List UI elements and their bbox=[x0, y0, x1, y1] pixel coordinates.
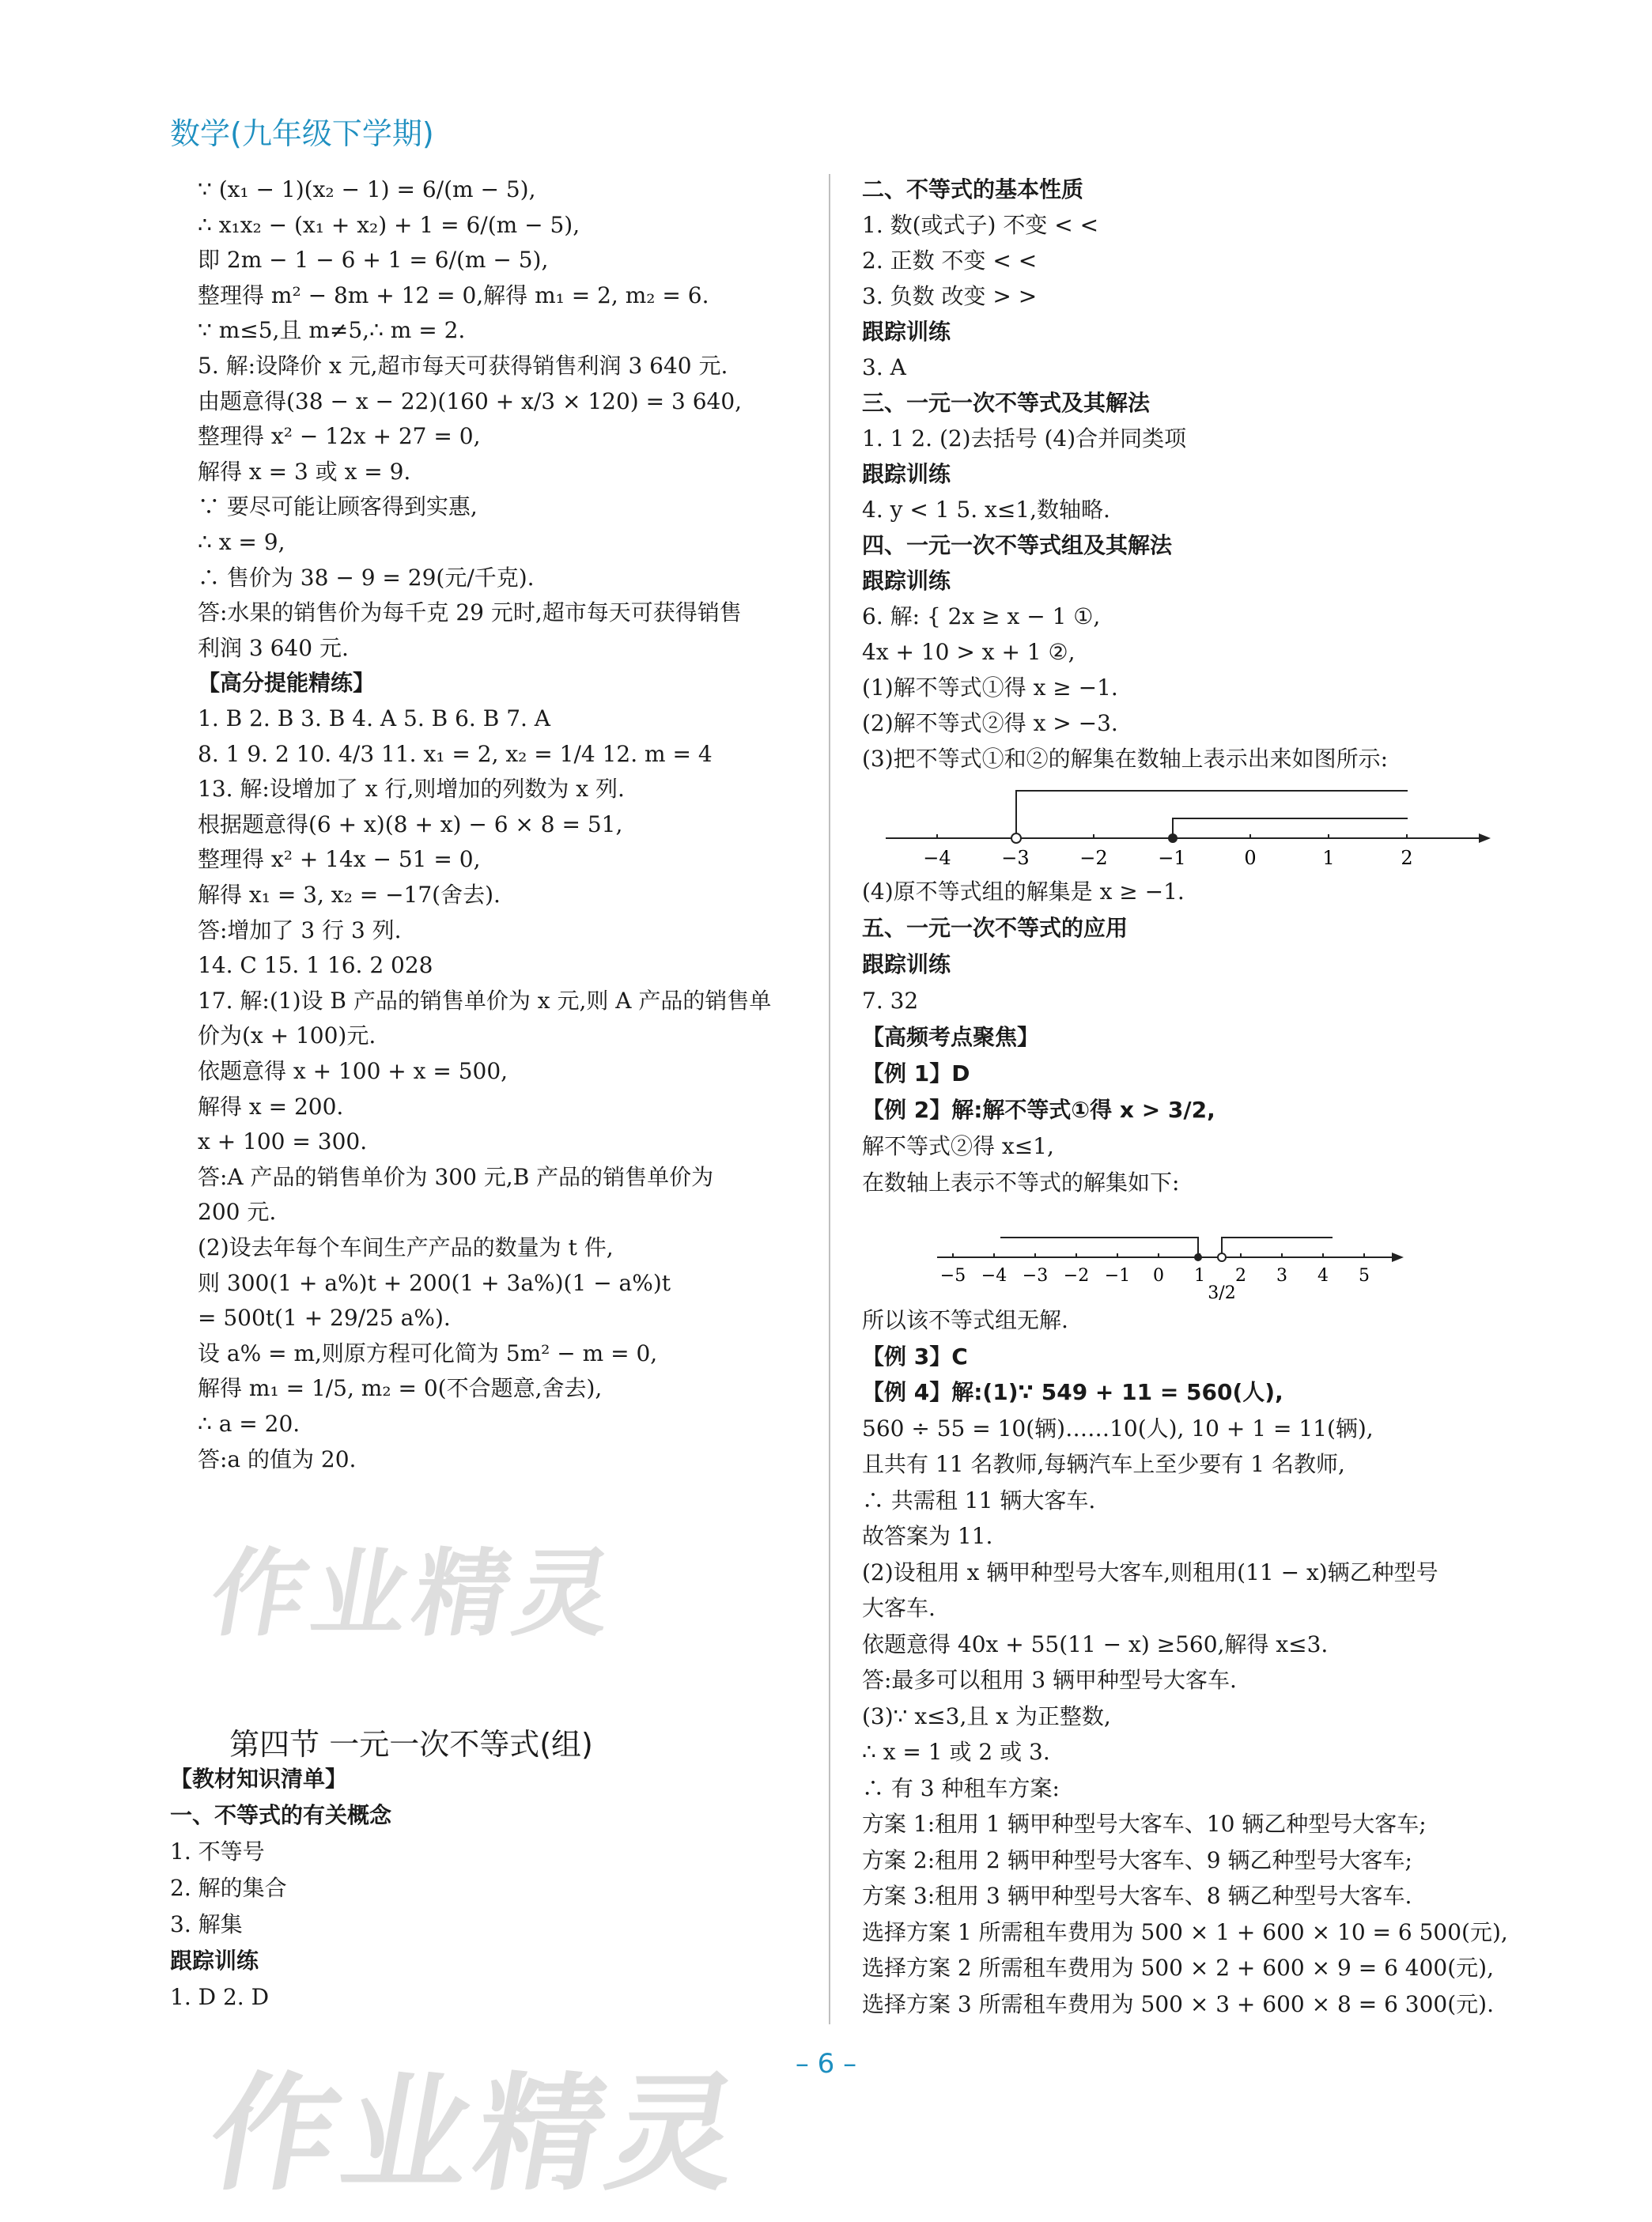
text-line: 即 2m − 1 − 6 + 1 = 6/(m − 5), bbox=[198, 247, 549, 274]
tick-label: 1 bbox=[1322, 847, 1335, 869]
text-line: (2)解不等式②得 x > −3. bbox=[862, 710, 1118, 736]
text-line: 【例 4】解:(1)∵ 549 + 11 = 560(人), bbox=[862, 1379, 1283, 1405]
tick-label: −3 bbox=[1022, 1266, 1049, 1286]
text-line: 6. 解: { 2x ≥ x − 1 ①, bbox=[862, 603, 1101, 629]
tick-label: 4 bbox=[1317, 1266, 1329, 1286]
page-header: 数学(九年级下学期) bbox=[170, 116, 434, 151]
text-line: 整理得 m² − 8m + 12 = 0,解得 m₁ = 2, m₂ = 6. bbox=[198, 282, 709, 308]
text-line: 由题意得(38 − x − 22)(160 + x/3 × 120) = 3 640, bbox=[198, 387, 743, 414]
tick-label: −4 bbox=[923, 847, 951, 869]
text-line: 跟踪训练 bbox=[862, 951, 951, 977]
text-line: 解得 x₁ = 3, x₂ = −17(舍去). bbox=[198, 882, 501, 908]
text-line: 【例 2】解:解不等式①得 x > 3/2, bbox=[862, 1097, 1215, 1123]
text-line: 整理得 x² + 14x − 51 = 0, bbox=[198, 846, 481, 873]
text-line: 在数轴上表示不等式的解集如下: bbox=[862, 1170, 1180, 1196]
text-line: 1. 不等号 bbox=[170, 1838, 265, 1865]
text-line: 200 元. bbox=[198, 1199, 277, 1226]
text-line: 解得 x = 3 或 x = 9. bbox=[198, 458, 411, 485]
tick-label: 2 bbox=[1401, 847, 1413, 869]
watermark-1: 作业精灵 bbox=[202, 1540, 627, 1649]
text-line: 解得 m₁ = 1/5, m₂ = 0(不合题意,舍去), bbox=[198, 1375, 603, 1402]
text-line: 方案 3:租用 3 辆甲种型号大客车、8 辆乙种型号大客车. bbox=[862, 1883, 1412, 1909]
page-number: – 6 – bbox=[795, 2048, 857, 2080]
text-line: 【例 3】C bbox=[862, 1343, 968, 1370]
text-line: ∵ m≤5,且 m≠5,∴ m = 2. bbox=[198, 317, 466, 344]
text-line: 方案 1:租用 1 辆甲种型号大客车、10 辆乙种型号大客车; bbox=[862, 1811, 1427, 1837]
text-line: 依题意得 40x + 55(11 − x) ≥560,解得 x≤3. bbox=[862, 1631, 1329, 1657]
text-line: 利润 3 640 元. bbox=[198, 634, 349, 661]
text-line: 故答案为 11. bbox=[862, 1523, 993, 1549]
text-line: 选择方案 3 所需租车费用为 500 × 3 + 600 × 8 = 6 300(元). bbox=[862, 1990, 1494, 2017]
text-line: 1. 数(或式子) 不变 < < bbox=[862, 212, 1099, 238]
text-line: 解得 x = 200. bbox=[198, 1093, 344, 1120]
text-line: 【教材知识清单】 bbox=[170, 1766, 348, 1792]
text-line: 答:增加了 3 行 3 列. bbox=[198, 916, 402, 943]
text-line: 根据题意得(6 + x)(8 + x) − 6 × 8 = 51, bbox=[198, 811, 623, 837]
text-line: (1)解不等式①得 x ≥ −1. bbox=[862, 675, 1118, 701]
text-line: 3. 解集 bbox=[170, 1911, 243, 1937]
text-line: 13. 解:设增加了 x 行,则增加的列数为 x 列. bbox=[198, 776, 625, 803]
text-line: (2)设去年每个车间生产产品的数量为 t 件, bbox=[198, 1234, 614, 1260]
text-line: 依题意得 x + 100 + x = 500, bbox=[198, 1058, 508, 1084]
text-line: 答:水果的销售价为每千克 29 元时,超市每天可获得销售 bbox=[198, 599, 742, 626]
text-line: ∴ 售价为 38 − 9 = 29(元/千克). bbox=[198, 564, 535, 591]
text-line: 二、不等式的基本性质 bbox=[862, 176, 1084, 202]
text-line: ∴ 有 3 种租车方案: bbox=[862, 1774, 1060, 1801]
text-line: 7. 32 bbox=[862, 988, 919, 1014]
text-line: (4)原不等式组的解集是 x ≥ −1. bbox=[862, 879, 1185, 905]
text-line: ∴ x = 1 或 2 或 3. bbox=[862, 1739, 1050, 1765]
text-line: 2. 解的集合 bbox=[170, 1875, 287, 1901]
text-line: 一、不等式的有关概念 bbox=[170, 1802, 392, 1828]
text-line: 4. y < 1 5. x≤1,数轴略. bbox=[862, 497, 1110, 523]
number-line-2 bbox=[937, 1222, 1412, 1309]
tick-label: 0 bbox=[1153, 1266, 1164, 1286]
tick-label: 0 bbox=[1244, 847, 1257, 869]
tick-label: 1 bbox=[1194, 1266, 1205, 1286]
text-line: 答:A 产品的销售单价为 300 元,B 产品的销售单价为 bbox=[198, 1163, 714, 1190]
text-line: 17. 解:(1)设 B 产品的销售单价为 x 元,则 A 产品的销售单 bbox=[198, 987, 772, 1014]
text-line: ∴ a = 20. bbox=[198, 1411, 301, 1437]
text-line: ∴ 共需租 11 辆大客车. bbox=[862, 1487, 1096, 1513]
tick-label: −1 bbox=[1104, 1266, 1131, 1286]
tick-label: −3 bbox=[1001, 847, 1030, 869]
text-line: 四、一元一次不等式组及其解法 bbox=[862, 532, 1173, 558]
tick-label: 3 bbox=[1276, 1266, 1287, 1286]
text-line: 4x + 10 > x + 1 ②, bbox=[862, 639, 1076, 665]
text-line: 方案 2:租用 2 辆甲种型号大客车、9 辆乙种型号大客车; bbox=[862, 1846, 1412, 1873]
text-line: 560 ÷ 55 = 10(辆)……10(人), 10 + 1 = 11(辆), bbox=[862, 1415, 1374, 1442]
text-line: 1. B 2. B 3. B 4. A 5. B 6. B 7. A bbox=[198, 705, 551, 731]
text-line: x + 100 = 300. bbox=[198, 1128, 368, 1155]
column-divider bbox=[829, 174, 830, 2024]
text-line: 1. D 2. D bbox=[170, 1984, 270, 2010]
text-line: 【高分提能精练】 bbox=[198, 670, 376, 697]
text-line: (3)把不等式①和②的解集在数轴上表示出来如图所示: bbox=[862, 746, 1389, 772]
text-line: 三、一元一次不等式及其解法 bbox=[862, 390, 1151, 416]
text-line: 解不等式②得 x≤1, bbox=[862, 1133, 1054, 1159]
tick-label: 5 bbox=[1359, 1266, 1370, 1286]
text-line: ∵ 要尽可能让顾客得到实惠, bbox=[198, 493, 478, 520]
tick-label: −2 bbox=[1063, 1266, 1090, 1286]
text-line: 【例 1】D bbox=[862, 1060, 970, 1086]
tick-label: 2 bbox=[1235, 1266, 1246, 1286]
text-line: = 500t(1 + 29/25 a%). bbox=[198, 1305, 451, 1332]
text-line: 3. A bbox=[862, 354, 906, 380]
text-line: 则 300(1 + a%)t + 200(1 + 3a%)(1 − a%)t bbox=[198, 1269, 671, 1296]
text-line: 选择方案 1 所需租车费用为 500 × 1 + 600 × 10 = 6 500(元), bbox=[862, 1918, 1508, 1945]
number-line-1 bbox=[870, 779, 1503, 874]
text-line: 5. 解:设降价 x 元,超市每天可获得销售利润 3 640 元. bbox=[198, 353, 728, 379]
text-line: 且共有 11 名教师,每辆汽车上至少要有 1 名教师, bbox=[862, 1451, 1345, 1477]
text-line: 【高频考点聚焦】 bbox=[862, 1024, 1040, 1050]
text-line: 设 a% = m,则原方程可化简为 5m² − m = 0, bbox=[198, 1340, 658, 1366]
text-line: ∴ x₁x₂ − (x₁ + x₂) + 1 = 6/(m − 5), bbox=[198, 211, 580, 238]
text-line: ∴ x = 9, bbox=[198, 529, 285, 555]
text-line: (2)设租用 x 辆甲种型号大客车,则租用(11 − x)辆乙种型号 bbox=[862, 1559, 1438, 1585]
section-title: 第四节 一元一次不等式(组) bbox=[229, 1727, 593, 1762]
text-line: 整理得 x² − 12x + 27 = 0, bbox=[198, 423, 481, 450]
text-line: 所以该不等式组无解. bbox=[862, 1307, 1068, 1333]
text-line: 跟踪训练 bbox=[862, 319, 951, 345]
text-line: 大客车. bbox=[862, 1595, 936, 1621]
text-line: 14. C 15. 1 16. 2 028 bbox=[198, 952, 433, 979]
text-line: (3)∵ x≤3,且 x 为正整数, bbox=[862, 1702, 1111, 1729]
text-line: 3. 负数 改变 > > bbox=[862, 283, 1038, 309]
text-line: 跟踪训练 bbox=[170, 1948, 259, 1974]
frac-label: 3/2 bbox=[1208, 1283, 1236, 1303]
text-line: 跟踪训练 bbox=[862, 461, 951, 487]
text-line: ∵ (x₁ − 1)(x₂ − 1) = 6/(m − 5), bbox=[198, 176, 536, 202]
tick-label: −5 bbox=[939, 1266, 966, 1286]
watermark-2: 作业精灵 bbox=[198, 2060, 757, 2208]
text-line: 答:最多可以租用 3 辆甲种型号大客车. bbox=[862, 1667, 1237, 1693]
tick-label: −2 bbox=[1079, 847, 1108, 869]
text-line: 1. 1 2. (2)去括号 (4)合并同类项 bbox=[862, 425, 1187, 452]
text-line: 五、一元一次不等式的应用 bbox=[862, 915, 1128, 941]
tick-label: −4 bbox=[981, 1266, 1007, 1286]
text-line: 跟踪训练 bbox=[862, 568, 951, 594]
tick-label: −1 bbox=[1158, 847, 1186, 869]
text-line: 选择方案 2 所需租车费用为 500 × 2 + 600 × 9 = 6 400(元), bbox=[862, 1955, 1494, 1981]
text-line: 8. 1 9. 2 10. 4/3 11. x₁ = 2, x₂ = 1/4 12. m = 4 bbox=[198, 740, 713, 767]
text-line: 2. 正数 不变 < < bbox=[862, 248, 1038, 274]
text-line: 价为(x + 100)元. bbox=[198, 1022, 376, 1049]
text-line: 答:a 的值为 20. bbox=[198, 1445, 357, 1472]
